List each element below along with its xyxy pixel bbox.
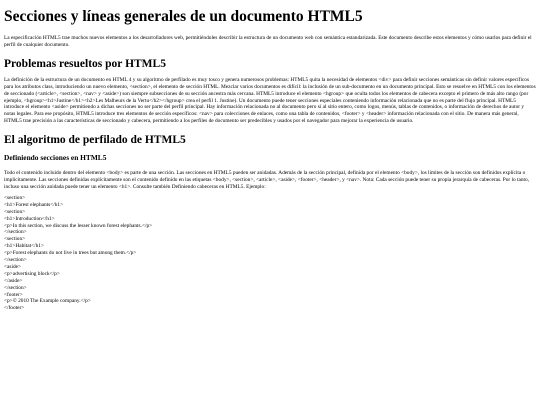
section-heading-algorithm: El algoritmo de perfilado de HTML5 <box>4 134 186 147</box>
section-heading-problems: Problemas resueltos por HTML5 <box>4 57 166 70</box>
code-example: <section> <h1>Forest elephants</h1> <section> <h1>Introduction</h1> <p>In this section, we discuss the lesser known forest elephants.</p> </section> <section> <h1>Habitat</h1> <p>Forest elephants do not live in trees but among them.</p> </section> <aside> <p>advertising block</p> </aside> </section> <footer> <p>© 2010 The Example company.</p> </footer> <box>4 194 153 312</box>
subheading-defining-sections: Definiendo secciones en HTML5 <box>4 153 107 163</box>
intro-paragraph: La especificación HTML5 trae muchos nuevos elementos a los desarrolladores web, permitiéndoles describir la estructura de un documento web con semántica estandarizada. Este documento describe estos elementos y cómo usarlos para definir el perfil de cualquier documento. <box>4 35 532 48</box>
page-title: Secciones y líneas generales de un documento HTML5 <box>4 8 363 25</box>
problems-paragraph: La definición de la estructura de un documento en HTML 4 y su algoritmo de perfilado es muy tosco y genera numerosos problemas: HTML5 quita la necesidad de elementos <div> para definir secciones semánticas sin definir valores específicos para los atributos class, introduciendo un nuevo elemento, <section>, el elemento de sección HTML. Mezclar varios documentos es difícil: la inclusión de un sub-documento en un documento principal. Esto se resuelve en HTML5 con los elementos de seccionado (<article>, <section>, <nav> y <aside>) son siempre subsecciones de su sección ancestra más cercana. HTML5 introduce el elemento <hgroup> que oculta todos los elementos de cabecera excepto el primero de más alto rango (por ejemplo, <hgroup><h1>Justine</h1><h2>Les Malheurs de la Vertu</h2></hgroup> crea el perfil 1. Justine). Un documento puede tener secciones especiales conteniendo información relacionada que no es parte del flujo principal. HTML5 introduce el elemento <aside> permitiendo a dichas secciones no ser parte del perfil principal. Hay información relacionada no al documento pero sí al sitio entero, como logos, menús, tablas de contenidos, o información de derechos de autor y notas legales. Para ese propósito, HTML5 introduce tres elementos de sección específicos: <nav> para colecciones de enlaces, como una tabla de contenidos, <footer> y <header> información relacionada con el sitio. De manera más general, HTML5 trae precisión a las características de seccionado y cabecera, permitiendo a los perfiles de documento ser predecibles y usados por el navegador para mejorar la experiencia de usuario. <box>4 76 536 125</box>
defining-sections-paragraph: Todo el contenido incluido dentro del elemento <body> es parte de una sección. Las secciones en HTML5 pueden ser anidadas. Además de la sección principal, definida por el elemento <body>, los límites de la sección son definidos explícita o implícitamente. Las secciones definidas explícitamente son el contenido definido en las etiquetas <body>, <section>, <article>, <aside>, <footer>, <header>, y <nav>. Nota: Cada sección puede tener su propia jerarquía de cabeceras. Por lo tanto, incluso una sección anidada puede tener un elemento <h1>. Consulte también Definiendo cabeceras en HTML5. Ejemplo: <box>4 170 530 190</box>
